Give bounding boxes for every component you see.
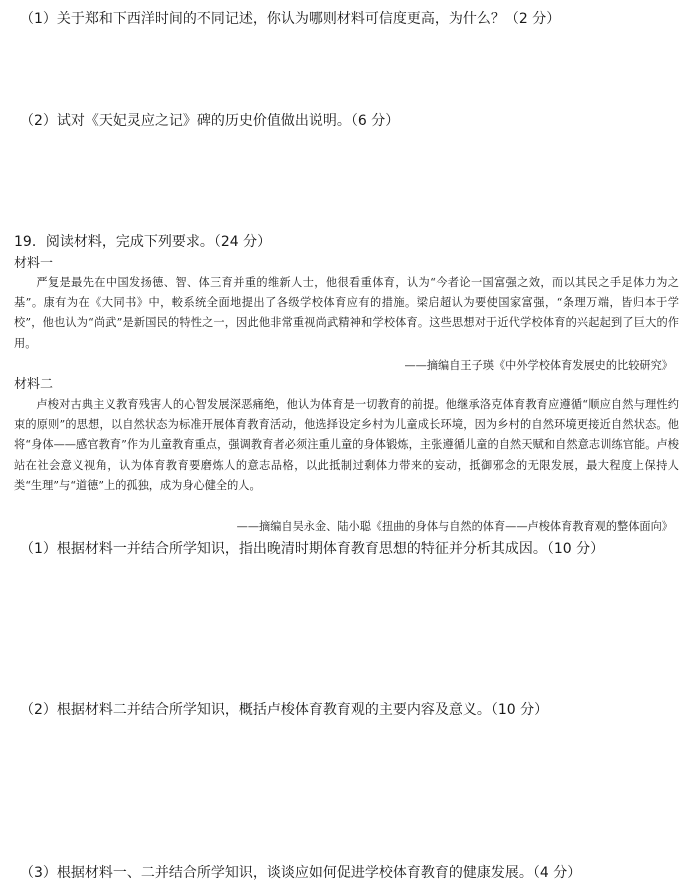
material-1-label: 材料一 [14,256,54,271]
question-19-1: （1）根据材料一并结合所学知识，指出晚清时期体育教育思想的特征并分析其成因。（10 分） [20,541,605,557]
question-19-2: （2）根据材料二并结合所学知识，概括卢梭体育教育观的主要内容及意义。（10 分） [20,702,549,718]
material-2-text: 卢梭对古典主义教育残害人的心智发展深恶痛绝，他认为体育是一切教育的前提。他继承洛克体育教育应遵循“顺应自然与理性约束的原则”的思想，以自然状态为标准开展体育教育活动，他选择设定乡村为儿童成长环境，因为乡村的自然环境更接近自然状态。他将“身体——感官教育”作为儿童教育重点，强调教育者必须注重儿童的身体锻炼，主张遵循儿童的自然天赋和自然意志训练官能。卢梭站在社会意义视角，认为体育教育要磨炼人的意志品格，以此抵制过剩体力带来的妄动，抵御邪念的无限发展，最大程度上保持人类“生理”与“道德”上的孤独，成为身心健全的人。 [14,398,679,492]
question-19-title: 19．阅读材料，完成下列要求。（24 分） [14,234,272,250]
material-1-source: ——摘编自王子瑛《中外学校体育发展史的比较研究》 [404,359,673,372]
material-2-source: ——摘编自吴永金、陆小聪《扭曲的身体与自然的体育——卢梭体育教育观的整体面向》 [236,520,673,533]
question-19-3: （3）根据材料一、二并结合所学知识，谈谈应如何促进学校体育教育的健康发展。（4 分） [20,865,582,881]
material-2-label: 材料二 [14,377,54,392]
question-18-2: （2）试对《天妃灵应之记》碑的历史价值做出说明。（6 分） [20,113,400,129]
material-1-text: 严复是最先在中国发扬德、智、体三育并重的维新人士，他很看重体育，认为“今者论一国富强之效，而以其民之手足体力为之基”。康有为在《大同书》中，較系统全面地提出了各级学校体育应有的措施。梁启超认为要使国家富强，“条理万端，皆归本于学校”，他也认为“尚武”是新国民的特性之一，因此他非常重视尚武精神和学校体育。这些思想对于近代学校体育的兴起起到了巨大的作用。 [14,276,679,350]
question-18-1: （1）关于郑和下西洋时间的不同记述，你认为哪则材料可信度更高，为什么？（2 分） [20,11,561,27]
